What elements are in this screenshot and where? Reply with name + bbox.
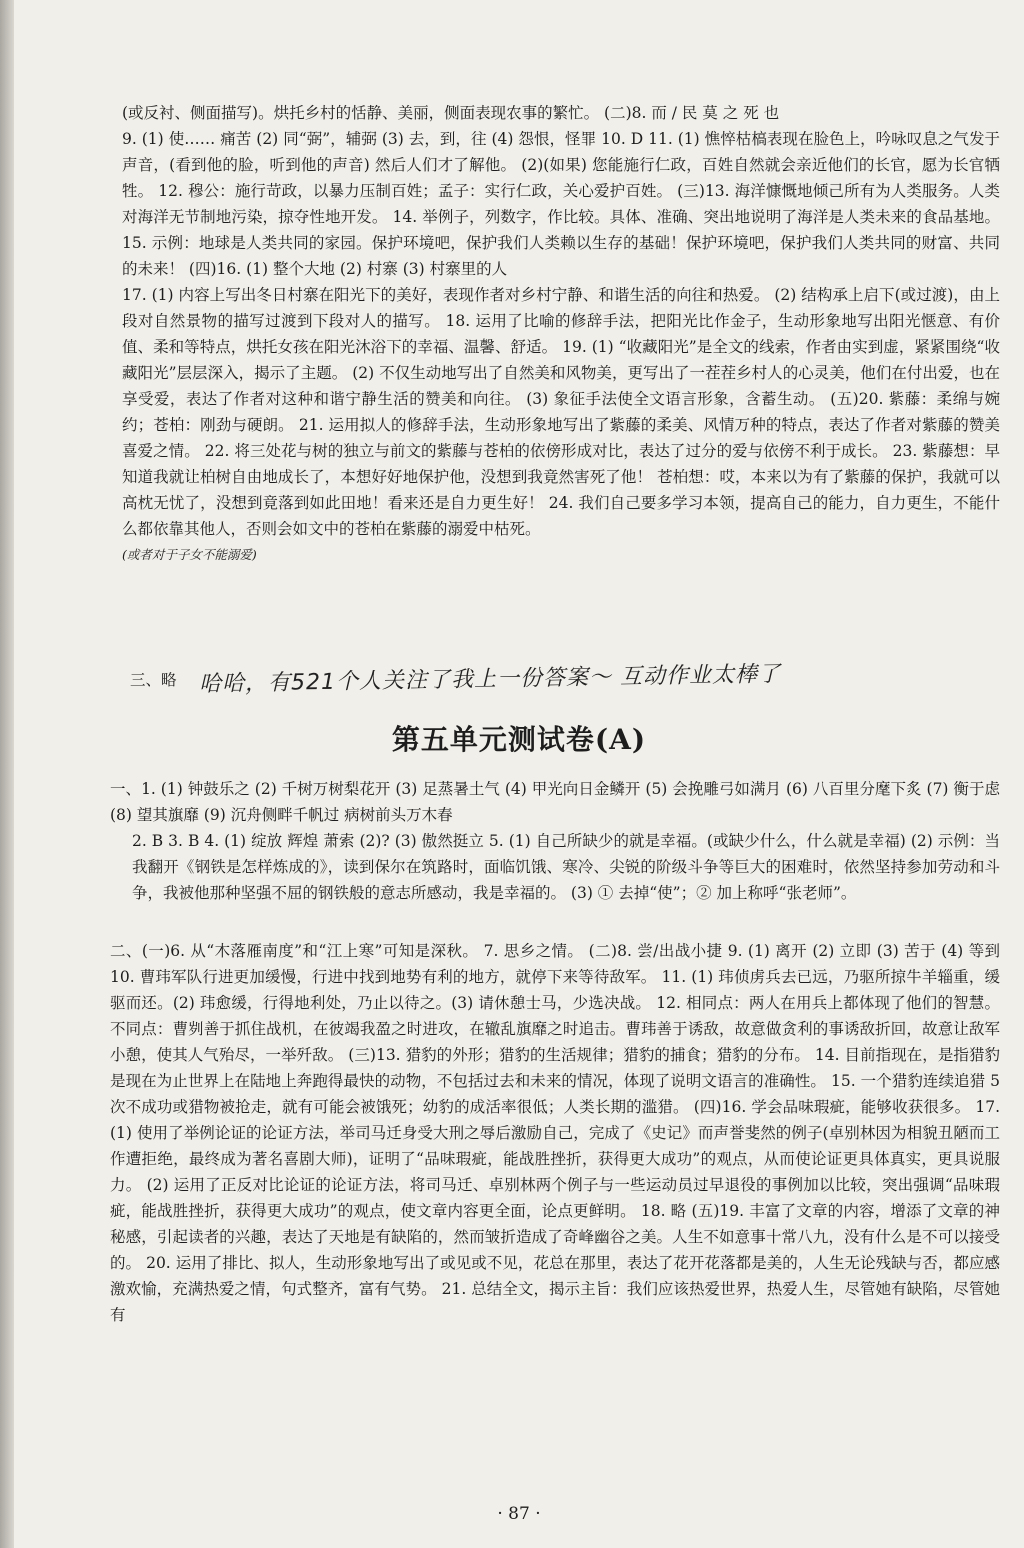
answer-block-upper bbox=[122, 100, 1000, 568]
part-one-line bbox=[110, 776, 1000, 828]
handwritten-note: 哈哈，有521个人关注了我上一份答案～ 互动作业太棒了 bbox=[198, 661, 782, 698]
part-one bbox=[110, 776, 1000, 906]
section-three-label: 三、略 bbox=[130, 671, 177, 689]
document-page bbox=[14, 0, 1024, 1548]
page-number: · 87 · bbox=[497, 1504, 541, 1524]
part-two-label: 二、 bbox=[110, 942, 142, 960]
answer-paragraph: 1. (1) 钟鼓乐之 (2) 千树万树梨花开 (3) 足蒸暑土气 (4) 甲光向日金鳞开 (5) 会挽雕弓如满月 (6) 八百里分麾下炙 (7) 衡于虑 (8) 望其旗靡 (9) 沉舟侧畔千帆过 病树前头万木春 bbox=[110, 780, 1000, 824]
part-two bbox=[110, 938, 1000, 1328]
answer-note: (或者对于子女不能溺爱) bbox=[122, 547, 257, 562]
answer-paragraph: (或反衬、侧面描写)。烘托乡村的恬静、美丽，侧面表现农事的繁忙。 (二)8. 而 / 民 莫 之 死 也 bbox=[122, 104, 780, 122]
answer-paragraph: 9. (1) 使…… 痛苦 (2) 同“弼”，辅弼 (3) 去，到，往 (4) 怨恨，怪罪 10. D 11. (1) 憔悴枯槁表现在脸色上，吟咏叹息之气发于声音，(看到他的脸，听到他的声音) 然后人们才了解他。 (2)(如果) 您能施行仁政，百姓自然就会亲近他们的长官，愿为长官牺牲。 12. 穆公：施行苛政，以暴力压制百姓；孟子：实行仁政，关心爱护百姓。 (三)13. 海洋慷慨地倾己所有为人类服务。人类对海洋无节制地污染，掠夺性地开发。 14. 举例子，列数字，作比较。具体、准确、突出地说明了海洋是人类未来的食品基地。 15. 示例：地球是人类共同的家园。保护环境吧，保护我们人类赖以生存的基础！保护环境吧，保护我们人类共同的财富、共同的未来！ (四)16. (1) 整个大地 (2) 村寨 (3) 村寨里的人 bbox=[122, 130, 1000, 278]
answer-paragraph: (一)6. 从“木落雁南度”和“江上寒”可知是深秋。 7. 思乡之情。 (二)8. 尝/出战小捷 9. (1) 离开 (2) 立即 (3) 苦于 (4) 等到 10. 曹玮军队行进更加缓慢，行进中找到地势有利的地方，就停下来等待敌军。 11. (1) 玮侦虏兵去已远，乃驱所掠牛羊辎重，缓驱而还。(2) 玮愈缓，行得地利处，乃止以待之。(3) 请休憩士马，少选决战。 12. 相同点：两人在用兵上都体现了他们的智慧。 不同点：曹刿善于抓住战机，在彼竭我盈之时进攻，在辙乱旗靡之时追击。曹玮善于诱敌，故意做贪利的事诱敌折回，故意让敌军小憩，使其人气殆尽，一举歼敌。 (三)13. 猎豹的外形；猎豹的生活规律；猎豹的捕食；猎豹的分布。 14. 目前指现在，是指猎豹是现在为止世界上在陆地上奔跑得最快的动物，不包括过去和未来的情况，体现了说明文语言的准确性。 15. 一个猎豹连续追猎 5 次不成功或猎物被抢走，就有可能会被饿死；幼豹的成活率很低；人类长期的滥猎。 (四)16. 学会品味瑕疵，能够收获很多。 17. (1) 使用了举例论证的论证方法，举司马迁身受大刑之辱后激励自己，完成了《史记》而声誉斐然的例子(卓别林因为相貌丑陋而工作遭拒绝，最终成为著名喜剧大师)，证明了“品味瑕疵，能战胜挫折，获得更大成功”的观点，从而使论证更具体真实，更具说服力。 (2) 运用了正反对比论证的论证方法，将司马迁、卓别林两个例子与一些运动员过早退役的事例加以比较，突出强调“品味瑕疵，能战胜挫折，获得更大成功”的观点，使文章内容更全面，论点更鲜明。 18. 略 (五)19. 丰富了文章的内容，增添了文章的神秘感，引起读者的兴趣，表达了天地是有缺陷的，然而皱折造成了奇峰幽谷之美。人生不如意事十常八九，没有什么是不可以接受的。 20. 运用了排比、拟人，生动形象地写出了或见或不见，花总在那里，表达了花开花落都是美的，人生无论残缺与否，都应感激欢愉，充满热爱之情，句式整齐，富有气势。 21. 总结全文，揭示主旨：我们应该热爱世界，热爱人生，尽管她有缺陷，尽管她有 bbox=[110, 942, 1000, 1324]
part-one-label: 一、 bbox=[110, 780, 142, 798]
unit-test-title: 第五单元测试卷(A) bbox=[391, 723, 647, 756]
part-two-line bbox=[110, 938, 1000, 1328]
answer-paragraph: 2. B 3. B 4. (1) 绽放 辉煌 萧索 (2)? (3) 傲然挺立 5. (1) 自己所缺少的就是幸福。(或缺少什么，什么就是幸福) (2) 示例：当我翻开《钢铁是怎样炼成的》，读到保尔在筑路时，面临饥饿、寒冷、尖锐的阶级斗争等巨大的困难时，依然坚持参加劳动和斗争，我被他那种坚强不屈的钢铁般的意志所感动，我是幸福的。 (3) ① 去掉“使”；② 加上称呼“张老师”。 bbox=[132, 832, 1000, 902]
answer-paragraph: 17. (1) 内容上写出冬日村寨在阳光下的美好，表现作者对乡村宁静、和谐生活的向往和热爱。 (2) 结构承上启下(或过渡)，由上段对自然景物的描写过渡到下段对人的描写。 18. 运用了比喻的修辞手法，把阳光比作金子，生动形象地写出阳光惬意、有价值、柔和等特点，烘托女孩在阳光沐浴下的幸福、温馨、舒适。 19. (1) “收藏阳光”是全文的线索，作者由实到虚，紧紧围绕“收藏阳光”层层深入，揭示了主题。 (2) 不仅生动地写出了自然美和风物美，更写出了一茬茬乡村人的心灵美，他们在付出爱，也在享受爱，表达了作者对这种和谐宁静生活的赞美和向往。 (3) 象征手法使全文语言形象，含蓄生动。 (五)20. 紫藤：柔绵与婉约；苍柏：刚劲与硬朗。 21. 运用拟人的修辞手法，生动形象地写出了紫藤的柔美、风情万种的特点，表达了作者对紫藤的赞美喜爱之情。 22. 将三处花与树的独立与前文的紫藤与苍柏的依傍形成对比，表达了过分的爱与依傍不利于成长。 23. 紫藤想：早知道我就让柏树自由地成长了，本想好好地保护他，没想到我竟然害死了他！ 苍柏想：哎，本来以为有了紫藤的保护，我就可以高枕无忧了，没想到竟落到如此田地！看来还是自力更生好！ 24. 我们自己要多学习本领，提高自己的能力，自力更生，不能什么都依靠其他人，否则会如文中的苍柏在紫藤的溺爱中枯死。 bbox=[122, 286, 1000, 538]
scan-edge bbox=[0, 0, 14, 1548]
